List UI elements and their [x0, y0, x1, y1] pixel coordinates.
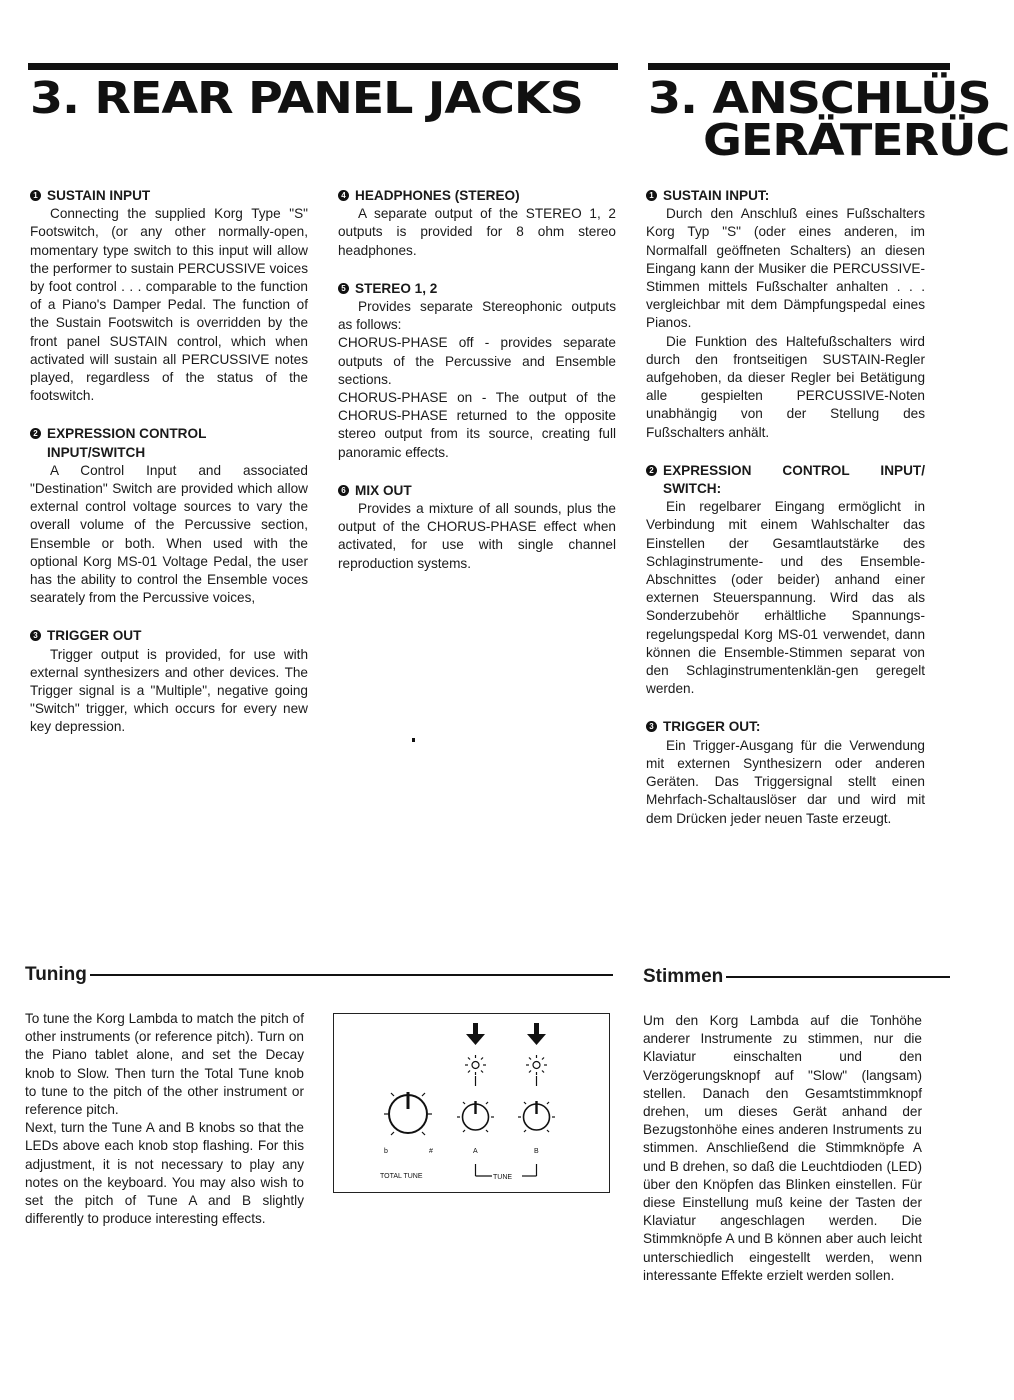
- section-body: Ein Trigger-Ausgang für die Verwendung mit externen Synthesizern oder anderen Geräten. Das Triggersignal stellt einen Mehrfach-Schaltauslöser dar und wird mit dem Drücken jeder neuen Taste erzeugt.: [646, 737, 925, 826]
- section-heading-text: [663, 462, 925, 498]
- stimmen-body: Um den Korg Lambda auf die Tonhöhe anderer Instrumente zu stimmen, nur die Klaviatur einschalten und den Verzögerungsknopf auf "Slow" (langsam) stellen. Danach den Gesamtstimmknopf drehen, um dieses Gerät anhand der Bezugstonhöhe eines anderen Instruments zu stimmen. Anschließend die Stimmknöpfe A und B drehen, so daß die Leuchtdioden (LED) über den Knöpfen das Blinken einstellen. Für diese Einstellung muß keine der Tasten der Klaviatur angeschlagen werden. Die Stimmknöpfe A und B können aber auch leicht unterschiedlich eingestellt werden, wenn interessante Effekte erzielt werden sollen.: [643, 1013, 922, 1283]
- heading-line: SWITCH:: [663, 481, 722, 497]
- german-title-rule: [648, 63, 950, 70]
- section-number-badge: 3: [646, 721, 657, 732]
- scan-speck: [412, 738, 415, 742]
- arrow-down-icon: [527, 1023, 546, 1045]
- section-heading: [30, 425, 308, 461]
- stimmen-heading: [643, 966, 950, 988]
- section-number-badge: 1: [30, 190, 41, 201]
- section-mix-out: [338, 482, 616, 573]
- stimmen-heading-text: Stimmen: [643, 966, 724, 987]
- section-body: Connecting the supplied Korg Type "S" Footswitch, (or any other normally-open, momentary type switch to this input will allow the performer to sustain PERCUSSIVE voices by foot control . . . comparable to the function of a Piano's Damper Pedal. The function of the Sustain Footswitch is overridden by the front panel SUSTAIN control, which when activated will sustain all PERCUSSIVE notes played, regardless of the status of the footswitch.: [30, 206, 308, 404]
- tuning-body: To tune the Korg Lambda to match the pitch of other instruments (or reference pitch). Turn on the Piano tablet alone, and set the Decay knob to Slow. Then turn the Total Tune knob to tune to the pitch of the other instrument or reference pitch.: [25, 1011, 304, 1118]
- section-heading: [646, 187, 925, 205]
- section-heading: [646, 462, 925, 498]
- section-number-badge: 2: [30, 428, 41, 439]
- section-body: A Control Input and associated "Destination" Switch are provided which allow external control voltage sources to vary the overall volume of the Percussive section, Ensemble or both. When used with the optional Korg MS-01 Voltage Pedal, the user has the ability to control the Ensemble voces searately from the Percussive voices,: [30, 462, 308, 606]
- led-a-icon: [465, 1055, 486, 1086]
- section-heading-text: MIX OUT: [355, 482, 412, 498]
- section-heading: [646, 718, 925, 736]
- sharp-label: #: [429, 1148, 433, 1155]
- page-title-english: 3. REAR PANEL JACKS: [30, 73, 583, 124]
- section-heading: [338, 482, 616, 500]
- tune-b-label: B: [534, 1148, 539, 1155]
- section-trigger-out-de: [646, 718, 925, 827]
- section-heading: [338, 187, 616, 205]
- section-trigger-out: [30, 627, 308, 736]
- tuning-diagram-svg: [334, 1014, 608, 1191]
- heading-rule: [726, 976, 950, 978]
- section-stereo: [338, 280, 616, 462]
- section-expression-control: [30, 425, 308, 607]
- english-column-left: [30, 187, 308, 757]
- page-title-german: [648, 73, 1010, 166]
- section-heading: [30, 187, 308, 205]
- tuning-heading-text: Tuning: [25, 964, 87, 985]
- section-heading-text: [47, 425, 308, 461]
- total-tune-label: TOTAL TUNE: [380, 1173, 423, 1180]
- tuning-diagram: [333, 1013, 610, 1193]
- heading-line: EXPRESSION CONTROL: [47, 426, 207, 442]
- tune-b-knob-icon: [518, 1101, 555, 1132]
- heading-line: INPUT/SWITCH: [47, 444, 146, 460]
- section-number-badge: 4: [338, 190, 349, 201]
- section-expression-control-de: [646, 462, 925, 699]
- led-b-icon: [526, 1055, 547, 1086]
- english-title-rule: [28, 63, 618, 70]
- section-number-badge: 3: [30, 630, 41, 641]
- heading-line: EXPRESSION CONTROL INPUT/: [663, 462, 925, 478]
- section-heading-text: SUSTAIN INPUT:: [663, 188, 770, 203]
- section-heading: [338, 280, 616, 298]
- section-number-badge: 5: [338, 283, 349, 294]
- tuning-heading: [25, 964, 613, 986]
- section-body: Ein regelbarer Eingang ermöglicht in Verbindung mit einem Wahlschalter das Einstellen der Gesamtlautstärke des Schlaginstrumente- und des Ensemble-Abschnittes (oder beider) anhand einer externen Steuerspannung. Wird das als Sonderzubehör erhältliche Spannungs-regelungspedal Korg MS-01 verwendet, dann können die Ensemble-Stimmen separat von den Schlaginstrumentenklän-gen geregelt werden.: [646, 499, 925, 697]
- section-body: Durch den Anschluß eines Fußschalters Korg Typ "S" (oder eines anderen, im Normalfall geöffneten Schalters) an diesen Eingang kann der Musiker die PERCUSSIVE-Stimmen mittels Fußschalter anhalten . . . vergleichbar mit dem Dämpfungspedal eines Pianos.: [646, 206, 925, 331]
- total-tune-knob-icon: [384, 1092, 432, 1135]
- section-heading-text: STEREO 1, 2: [355, 280, 438, 296]
- heading-rule: [90, 974, 613, 976]
- english-column-right: [338, 187, 616, 593]
- stimmen-text: [643, 1012, 922, 1285]
- section-body: CHORUS-PHASE off - provides separate outputs of the Percussive and Ensemble sections.: [338, 335, 616, 387]
- section-heading-text: SUSTAIN INPUT: [47, 188, 151, 203]
- arrow-down-icon: [466, 1023, 485, 1045]
- section-heading-text: TRIGGER OUT:: [663, 719, 761, 735]
- section-body: Provides separate Stereophonic outputs as follows:: [338, 299, 616, 333]
- section-number-badge: 1: [646, 190, 657, 201]
- section-number-badge: 2: [646, 465, 657, 476]
- tune-label: TUNE: [493, 1174, 513, 1181]
- section-heading-text: HEADPHONES (STEREO): [355, 188, 520, 203]
- section-heading: [30, 627, 308, 645]
- section-body: Trigger output is provided, for use with external synthesizers and other devices. The Trigger signal is a "Multiple", negative going "Switch" trigger, which occurs for every new key depression.: [30, 646, 308, 735]
- german-column: [646, 187, 925, 848]
- section-sustain-input-de: [646, 187, 925, 442]
- section-body: Die Funktion des Haltefußschalters wird durch den frontseitigen SUSTAIN-Regler aufgehoben, da dieser Regler bei Betätigung alle gespielten PERCUSSIVE-Noten unabhängig von der Stellung des Fußschalters anhält.: [646, 333, 925, 440]
- tune-a-knob-icon: [457, 1101, 494, 1132]
- section-sustain-input: [30, 187, 308, 405]
- page-title-german-line2: GERÄTERÜC: [703, 115, 1010, 166]
- section-number-badge: 6: [338, 485, 349, 496]
- page-title-german-line1: 3. ANSCHLÜS: [648, 73, 991, 124]
- section-body: CHORUS-PHASE on - The output of the CHORUS-PHASE returned to the opposite stereo output from its source, creating full panoramic effects.: [338, 390, 616, 460]
- tuning-body: Next, turn the Tune A and B knobs so that the LEDs above each knob stop flashing. For this adjustment, it is not necessary to play any notes on the keyboard. You may also wish to set the pitch of Tune A and B slightly differently to produce interesting effects.: [25, 1120, 304, 1227]
- tune-a-label: A: [473, 1148, 478, 1155]
- section-body: Provides a mixture of all sounds, plus the output of the CHORUS-PHASE effect when activated, for use with single channel reproduction systems.: [338, 501, 616, 571]
- section-headphones: [338, 187, 616, 260]
- flat-label: b: [384, 1148, 388, 1155]
- section-heading-text: TRIGGER OUT: [47, 628, 142, 644]
- tuning-text: [25, 1010, 304, 1228]
- section-body: A separate output of the STEREO 1, 2 outputs is provided for 8 ohm stereo headphones.: [338, 206, 616, 258]
